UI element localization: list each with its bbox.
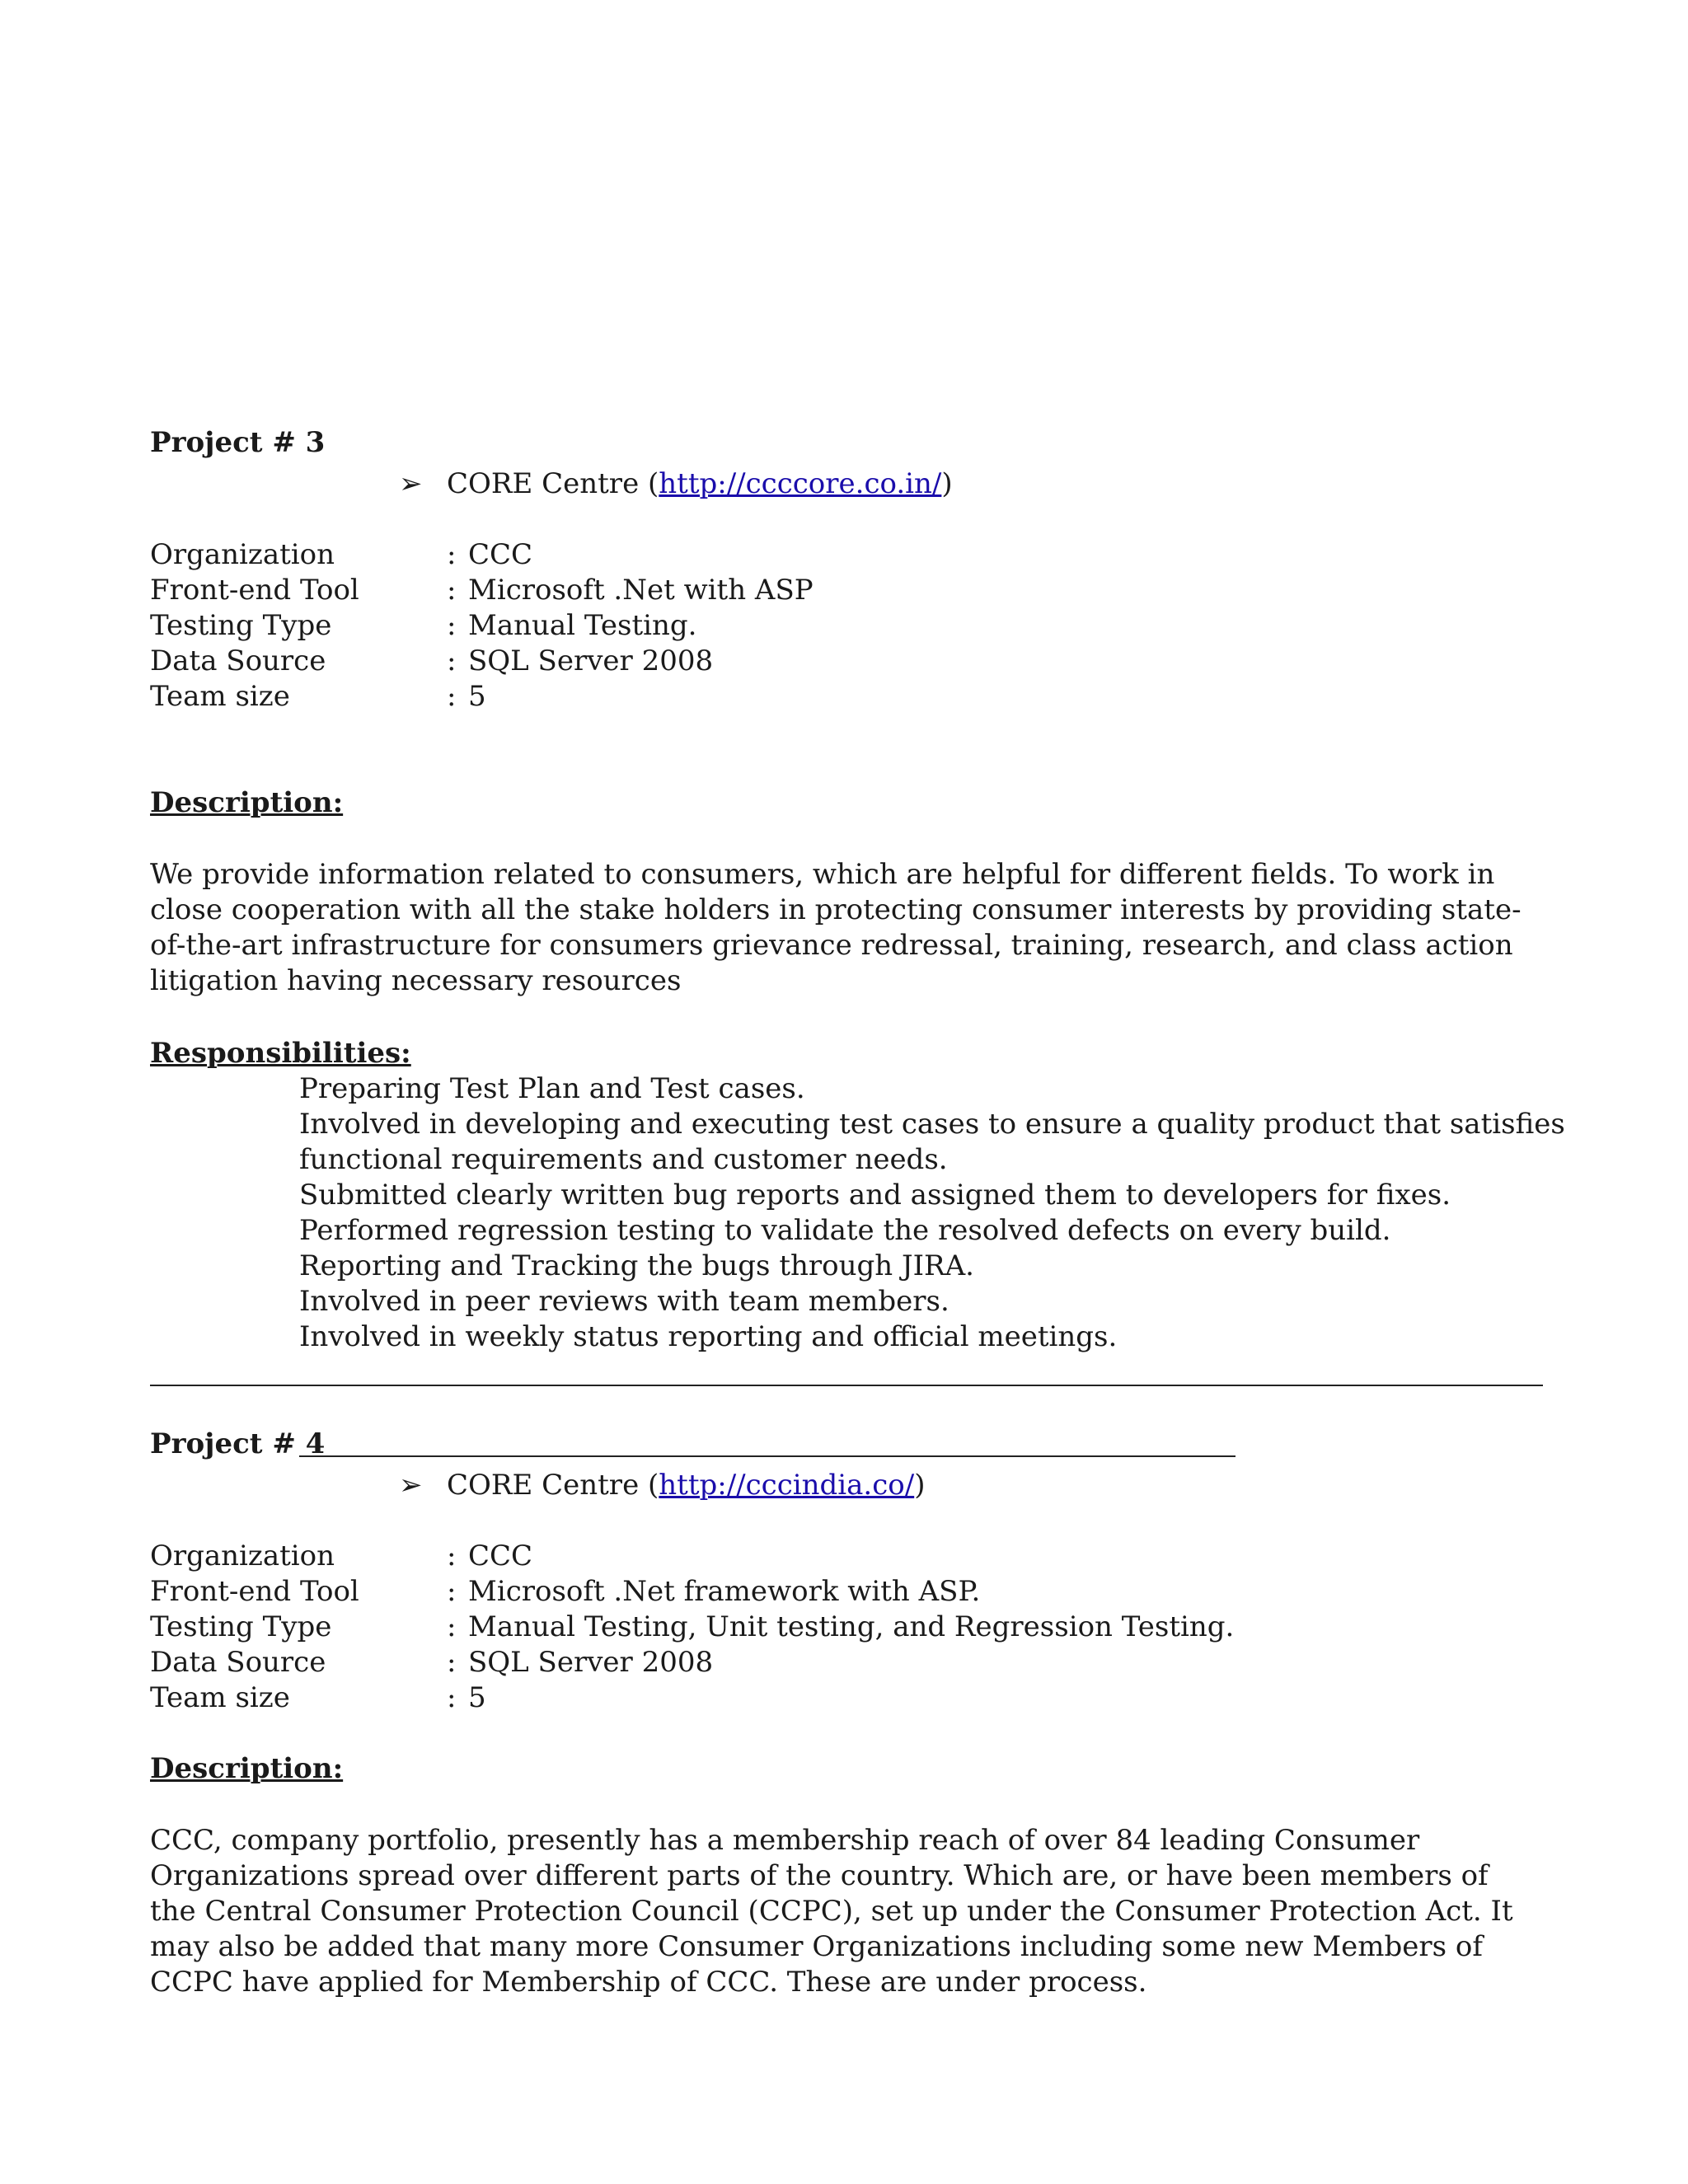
field-colon: :	[447, 538, 457, 571]
field-value: Microsoft .Net with ASP	[468, 574, 814, 607]
field-label: Front-end Tool	[150, 574, 359, 607]
field-colon: :	[447, 1610, 457, 1643]
field-label: Testing Type	[150, 1610, 332, 1643]
field-label: Testing Type	[150, 609, 332, 642]
field-colon: :	[447, 574, 457, 607]
field-value: SQL Server 2008	[468, 644, 714, 677]
list-item: Involved in peer reviews with team members.	[299, 1285, 950, 1318]
arrowhead-bullet-icon: ➢	[399, 1469, 423, 1502]
project-4-site	[447, 1468, 925, 1503]
project-4-heading: Project # 4	[150, 1427, 326, 1460]
project-3-site-name: CORE Centre (	[447, 467, 659, 500]
field-label: Data Source	[150, 644, 326, 677]
project-3-site	[447, 466, 953, 502]
section-divider	[150, 1385, 1543, 1386]
field-colon: :	[447, 1646, 457, 1679]
field-value: 5	[468, 1681, 486, 1714]
project-3-responsibilities-heading: Responsibilities:	[150, 1037, 411, 1070]
project-4-site-link[interactable]: http://cccindia.co/	[659, 1469, 915, 1502]
list-item: Reporting and Tracking the bugs through JIRA.	[299, 1249, 974, 1282]
project-4-site-close: )	[914, 1469, 926, 1502]
list-item: Involved in developing and executing test cases to ensure a quality product that satisfies	[299, 1108, 1565, 1141]
project-3-responsibilities-list	[299, 1071, 1565, 1355]
list-item: Performed regression testing to validate the resolved defects on every build.	[299, 1214, 1391, 1247]
project-4-site-name: CORE Centre (	[447, 1469, 659, 1502]
field-value: Microsoft .Net framework with ASP.	[468, 1575, 981, 1608]
field-label: Front-end Tool	[150, 1575, 359, 1608]
field-colon: :	[447, 1575, 457, 1608]
project-3-site-close: )	[941, 467, 953, 500]
project-3-heading: Project # 3	[150, 426, 326, 459]
list-item: Involved in weekly status reporting and official meetings.	[299, 1320, 1118, 1353]
field-label: Team size	[150, 680, 290, 713]
project-4-description-heading: Description:	[150, 1752, 344, 1785]
field-label: Data Source	[150, 1646, 326, 1679]
field-value: SQL Server 2008	[468, 1646, 714, 1679]
list-item: functional requirements and customer needs.	[299, 1143, 948, 1176]
field-colon: :	[447, 644, 457, 677]
field-label: Organization	[150, 1540, 335, 1572]
field-value: CCC	[468, 538, 533, 571]
list-item: Preparing Test Plan and Test cases.	[299, 1072, 805, 1105]
project-3-description: We provide information related to consumers, which are helpful for different fields. To work in close cooperation with all the stake holders in protecting consumer interests by providing state-of-the-art infrastructure for consumers grievance redressal, training, research, and class action litigation having necessary resources	[150, 858, 1522, 997]
project-3-site-link[interactable]: http://ccccore.co.in/	[659, 467, 942, 500]
project-3-description-heading: Description:	[150, 786, 344, 819]
field-colon: :	[447, 680, 457, 713]
field-label: Team size	[150, 1681, 290, 1714]
field-value: CCC	[468, 1540, 533, 1572]
project-4-heading-rule	[299, 1455, 1236, 1457]
field-label: Organization	[150, 538, 335, 571]
field-value: Manual Testing.	[468, 609, 697, 642]
field-colon: :	[447, 609, 457, 642]
project-4-description: CCC, company portfolio, presently has a membership reach of over 84 leading Consumer Organizations spread over different parts of the country. Which are, or have been members of the Central Consumer Protection Council (CCPC), set up under the Consumer Protection Act. It may also be added that many more Consumer Organizations including some new Members of CCPC have applied for Membership of CCC. These are under process.	[150, 1824, 1513, 1999]
field-colon: :	[447, 1540, 457, 1572]
field-value: 5	[468, 680, 486, 713]
arrowhead-bullet-icon: ➢	[399, 467, 423, 500]
list-item: Submitted clearly written bug reports and assigned them to developers for fixes.	[299, 1179, 1451, 1212]
field-colon: :	[447, 1681, 457, 1714]
field-value: Manual Testing, Unit testing, and Regression Testing.	[468, 1610, 1235, 1643]
